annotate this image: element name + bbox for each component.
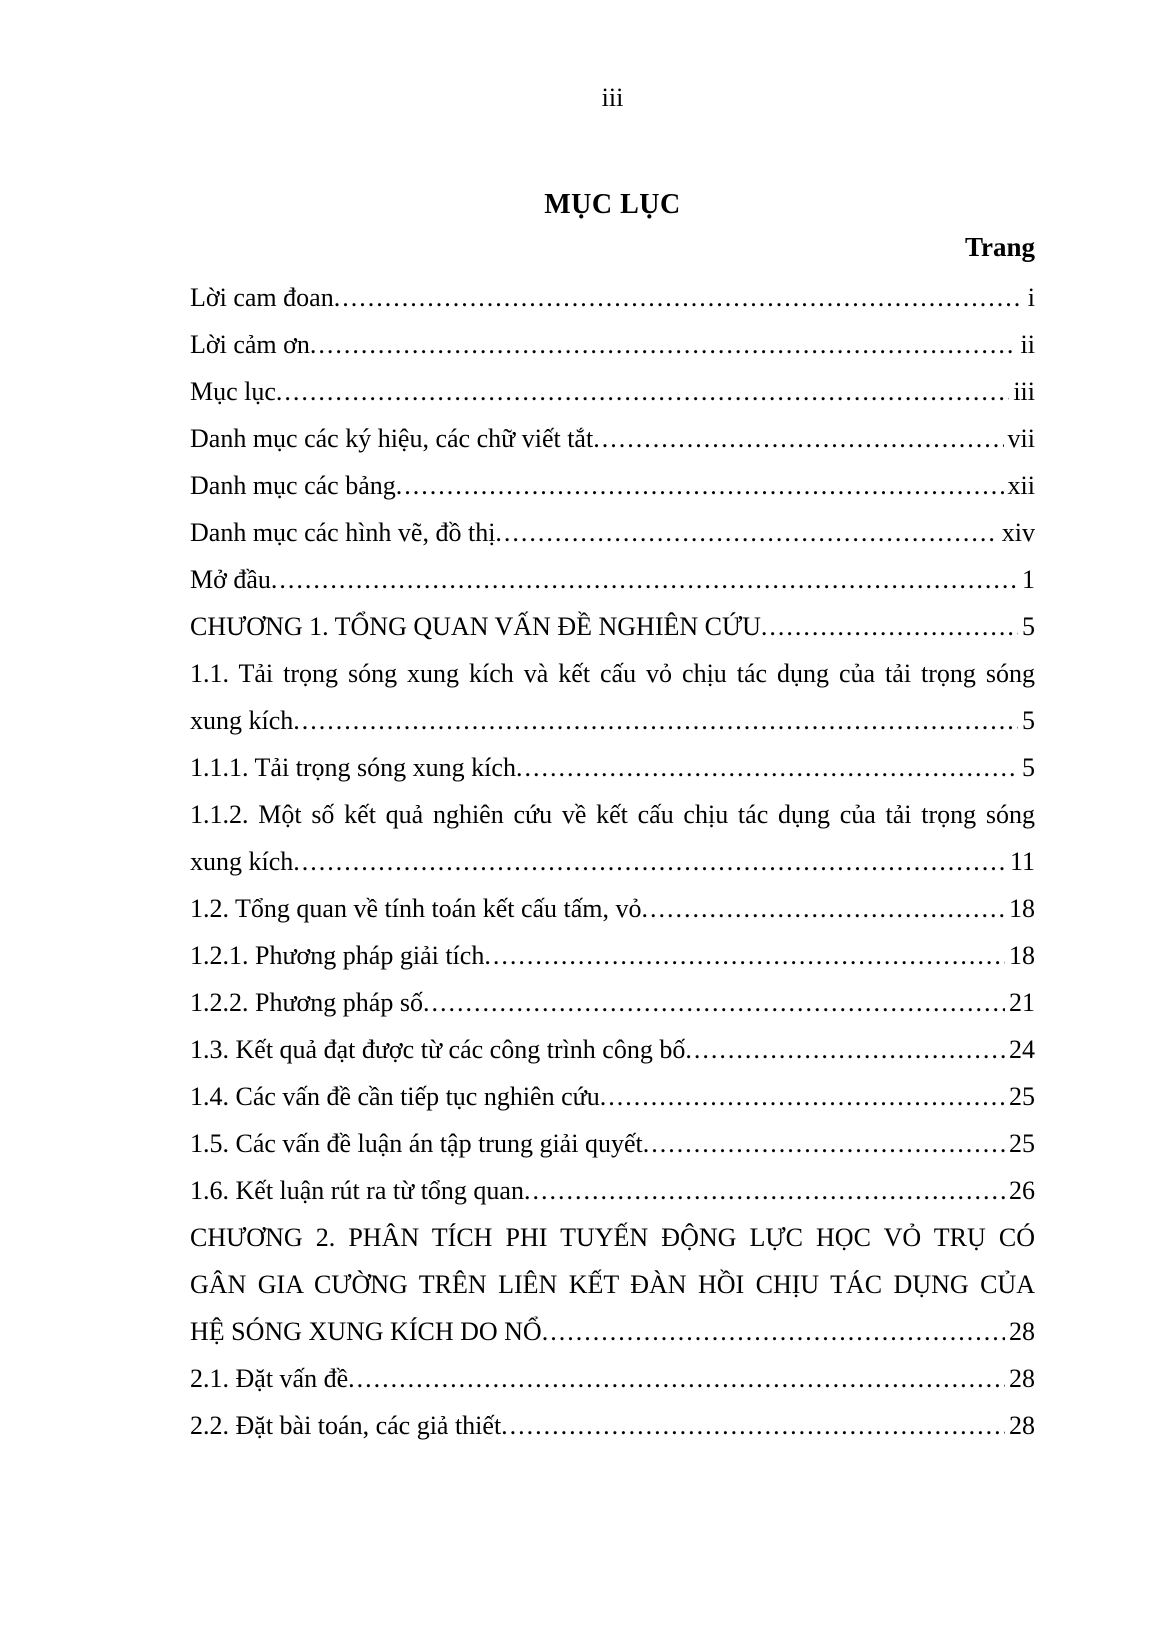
toc-entry <box>190 650 1035 697</box>
dot-leader <box>643 1120 1005 1167</box>
toc-entry-page: 5 <box>1022 753 1035 782</box>
page-column-header: Trang <box>964 232 1035 262</box>
dot-leader <box>423 979 1005 1026</box>
dot-leader <box>293 697 1018 744</box>
dot-leader <box>276 368 1009 415</box>
toc-entry <box>190 1261 1035 1308</box>
toc-entry-text: Danh mục các ký hiệu, các chữ viết tắt <box>190 424 594 453</box>
document-title: MỤC LỤC <box>544 189 681 220</box>
toc-entry-text: GÂN GIA CƯỜNG TRÊN LIÊN KẾT ĐÀN HỒI CHỊU TÁC DỤNG CỦA <box>190 1270 1035 1299</box>
toc-entry <box>190 274 1035 321</box>
toc-entry <box>190 1355 1035 1402</box>
dot-leader <box>642 885 1005 932</box>
toc-entry <box>190 1167 1035 1214</box>
toc-entry-page: 25 <box>1009 1082 1035 1111</box>
toc-entry <box>190 321 1035 368</box>
toc-entry-text: 1.2.2. Phương pháp số <box>190 988 423 1017</box>
toc-entry-page: iii <box>1013 377 1035 406</box>
toc-entry-text: 2.2. Đặt bài toán, các giả thiết <box>190 1411 502 1440</box>
toc-entry-text: xung kích <box>190 847 294 876</box>
toc-entry <box>190 603 1035 650</box>
dot-leader <box>348 1355 1005 1402</box>
toc-entry <box>190 838 1035 885</box>
toc-entry-page: 28 <box>1009 1317 1035 1346</box>
dot-leader <box>685 1026 1005 1073</box>
toc-entry-page: 18 <box>1009 941 1035 970</box>
toc-entry <box>190 415 1035 462</box>
toc-entry <box>190 556 1035 603</box>
toc-entry-text: Lời cảm ơn <box>190 330 310 359</box>
toc-entry-text: 1.6. Kết luận rút ra từ tổng quan <box>190 1176 524 1205</box>
toc-entry-page: 18 <box>1009 894 1035 923</box>
toc-entry <box>190 368 1035 415</box>
toc-entry-page: i <box>1027 283 1035 312</box>
dot-leader <box>501 1402 1005 1449</box>
toc-entry-page: 25 <box>1009 1129 1035 1158</box>
toc-entry-page: 28 <box>1009 1411 1035 1440</box>
dot-leader <box>593 415 1003 462</box>
toc-entry <box>190 697 1035 744</box>
toc-entry-page: 5 <box>1022 706 1035 735</box>
toc-entry-text: Mở đầu <box>190 565 271 594</box>
dot-leader <box>516 744 1018 791</box>
toc-entry <box>190 509 1035 556</box>
toc-entry-text: 1.1.2. Một số kết quả nghiên cứu về kết cấu chịu tác dụng của tải trọng sóng <box>190 800 1035 829</box>
dot-leader <box>271 556 1018 603</box>
dot-leader <box>293 838 1006 885</box>
toc-entry-text: Danh mục các bảng <box>190 471 396 500</box>
page-number-top: iii <box>601 83 624 112</box>
table-of-contents <box>190 274 1035 1449</box>
dot-leader <box>334 274 1024 321</box>
toc-entry <box>190 1214 1035 1261</box>
toc-entry-page: ii <box>1020 330 1035 359</box>
toc-entry <box>190 1026 1035 1073</box>
toc-entry-page: 21 <box>1009 988 1035 1017</box>
dot-leader <box>600 1073 1005 1120</box>
toc-entry <box>190 1308 1035 1355</box>
toc-entry-text: 1.1.1. Tải trọng sóng xung kích <box>190 753 516 782</box>
toc-entry-page: vii <box>1007 424 1035 453</box>
toc-entry-text: 1.3. Kết quả đạt được từ các công trình công bố <box>190 1035 686 1064</box>
toc-entry <box>190 791 1035 838</box>
toc-entry-page: 11 <box>1009 847 1035 876</box>
toc-entry-text: 2.1. Đặt vấn đề <box>190 1364 349 1393</box>
toc-entry <box>190 744 1035 791</box>
toc-entry <box>190 979 1035 1026</box>
toc-entry-text: 1.4. Các vấn đề cần tiếp tục nghiên cứu <box>190 1082 600 1111</box>
toc-entry <box>190 932 1035 979</box>
toc-entry-text: CHƯƠNG 1. TỔNG QUAN VẤN ĐỀ NGHIÊN CỨU <box>190 612 761 641</box>
toc-entry-page: 28 <box>1009 1364 1035 1393</box>
toc-entry-text: CHƯƠNG 2. PHÂN TÍCH PHI TUYẾN ĐỘNG LỰC HỌC VỎ TRỤ CÓ <box>190 1223 1035 1252</box>
toc-entry-text: 1.1. Tải trọng sóng xung kích và kết cấu vỏ chịu tác dụng của tải trọng sóng <box>190 659 1035 688</box>
toc-entry-text: Mục lục <box>190 377 276 406</box>
toc-entry-page: 24 <box>1009 1035 1035 1064</box>
toc-entry-page: 5 <box>1022 612 1035 641</box>
toc-entry-page: xii <box>1007 471 1035 500</box>
toc-entry-text: Lời cam đoan <box>190 283 334 312</box>
toc-entry-page: xiv <box>1001 518 1035 547</box>
toc-entry-text: 1.2.1. Phương pháp giải tích <box>190 941 485 970</box>
toc-entry <box>190 1073 1035 1120</box>
toc-entry <box>190 462 1035 509</box>
toc-entry <box>190 1402 1035 1449</box>
dot-leader <box>761 603 1018 650</box>
toc-entry-text: xung kích <box>190 706 294 735</box>
dot-leader <box>484 932 1005 979</box>
dot-leader <box>310 321 1017 368</box>
dot-leader <box>396 462 1004 509</box>
toc-entry-text: 1.5. Các vấn đề luận án tập trung giải quyết <box>190 1129 643 1158</box>
dot-leader <box>524 1167 1005 1214</box>
toc-entry <box>190 885 1035 932</box>
toc-entry-page: 1 <box>1022 565 1035 594</box>
dot-leader <box>495 509 997 556</box>
toc-entry-text: HỆ SÓNG XUNG KÍCH DO NỔ <box>190 1317 542 1346</box>
toc-entry-text: Danh mục các hình vẽ, đồ thị <box>190 518 496 547</box>
toc-entry <box>190 1120 1035 1167</box>
toc-entry-text: 1.2. Tổng quan về tính toán kết cấu tấm, vỏ <box>190 894 642 923</box>
dot-leader <box>542 1308 1005 1355</box>
toc-entry-page: 26 <box>1009 1176 1035 1205</box>
